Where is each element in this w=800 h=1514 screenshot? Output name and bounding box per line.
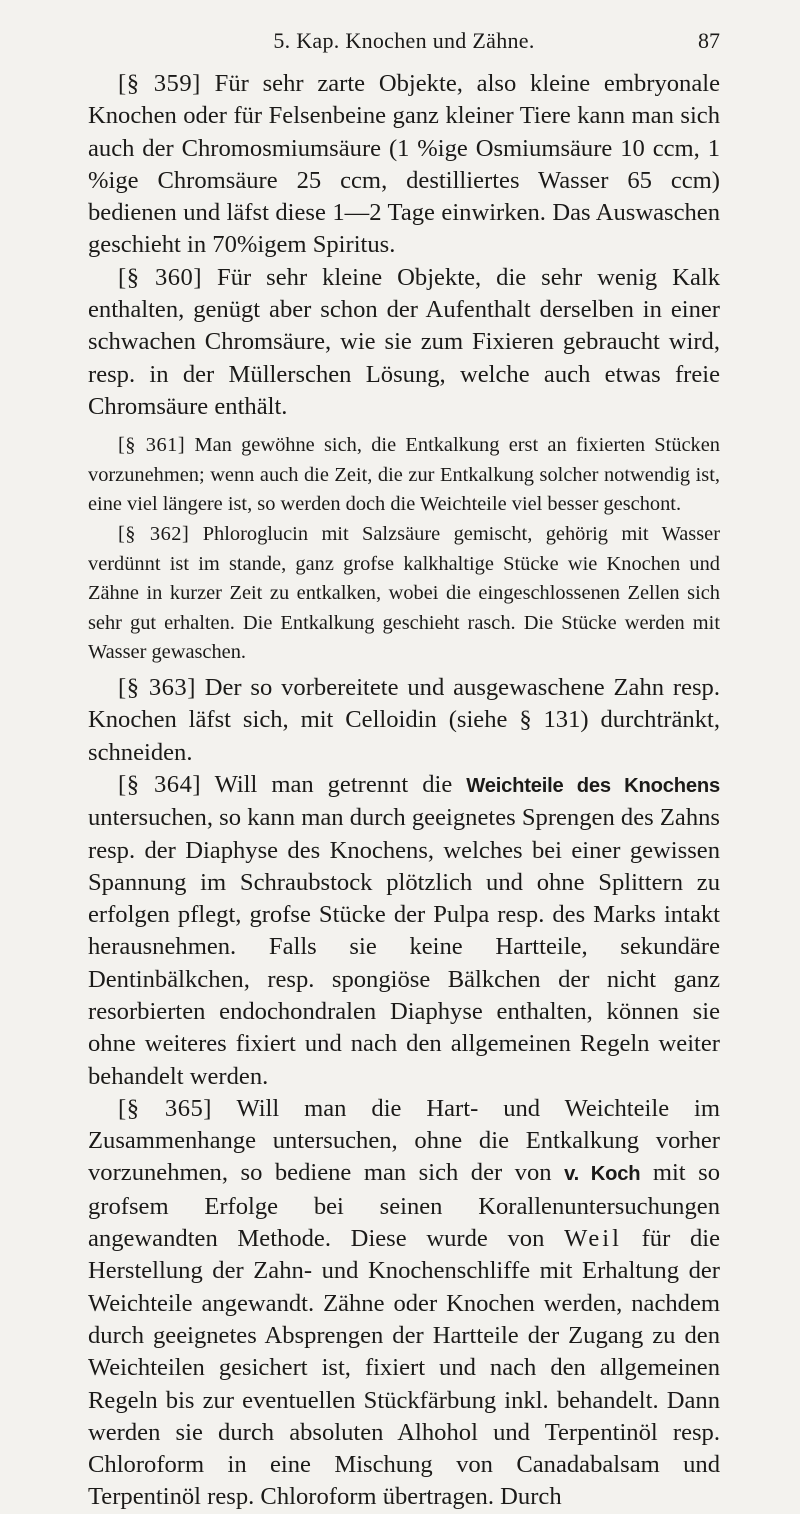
paragraph-text: Phloroglucin mit Salzsäure gemischt, gehörig mit Wasser verdünnt ist im stande, ganz grofse kalkhaltige Stücke wie Knochen und Zähne in kurzer Zeit zu entkalken, wobei die eingeschlossenen Zellen sich sehr gut erhalten. Die Entkalkung geschieht rasch. Die Stücke werden mit Wasser gewaschen. xyxy=(88,523,720,664)
section-marker: [§ 359] xyxy=(118,70,201,97)
running-head xyxy=(88,28,720,62)
emphasis-term: Weichteile des Knochens xyxy=(466,774,720,797)
paragraph-text: mit so grofsem Erfolge bei seinen Korallenuntersuchungen angewandten Methode. Diese wurde von xyxy=(88,1159,721,1253)
paragraph-text: Will man die Hart- und Weichteile im Zusammenhange untersuchen, ohne die Entkalkung vorher vorzunehmen, so bediene man sich der von xyxy=(88,1094,720,1187)
book-page xyxy=(88,28,720,1514)
paragraph-360 xyxy=(88,262,720,423)
paragraph-text: für die Herstellung der Zahn- und Knochenschliffe mit Erhaltung der Weichteile angewandt. Zähne oder Knochen werden, nachdem durch geeignetes Absprengen der Hartteile der Zugang zu den Weichteilen gesichert ist, fixiert und nach den allgemeinen Regeln bis zur eventuellen Stückfärbung inkl. behandelt. Dann werden sie durch absoluten Alhohol und Terpentinöl resp. Chloroform in eine Mischung von Canadabalsam und Terpentinöl resp. Chloroform übertragen. Durch xyxy=(88,1225,720,1511)
chapter-title: 5. Kap. Knochen und Zähne. xyxy=(273,28,535,53)
section-marker: [§ 365] xyxy=(118,1094,212,1122)
paragraph-359 xyxy=(88,68,720,262)
paragraph-text: untersuchen, so kann man durch geeignetes Sprengen des Zahns resp. der Diaphyse des Knochens, welches bei einer gewissen Spannung im Schraubstock plötzlich und ohne Splittern zu erfolgen pflegt, grofse Stücke der Pulpa resp. des Marks intakt herausnehmen. Falls sie keine Hartteile, sekundäre Dentinbälkchen, resp. spongiöse Bälkchen der nicht ganz resorbierten endochondralen Diaphyse enthalten, können sie ohne weiteres fixiert und nach den allgemeinen Regeln weiter behandelt werden. xyxy=(88,804,720,1090)
paragraph-365 xyxy=(88,1093,720,1514)
paragraph-363 xyxy=(88,672,720,769)
author-name: Weil xyxy=(564,1225,622,1253)
section-marker: [§ 364] xyxy=(118,770,202,798)
section-marker: [§ 362] xyxy=(118,523,190,546)
author-name: v. Koch xyxy=(564,1163,641,1186)
section-marker: [§ 363] xyxy=(118,674,196,702)
paragraph-362 xyxy=(88,520,720,668)
paragraph-text: Für sehr kleine Objekte, die sehr wenig Kalk enthalten, genügt aber schon der Aufenthalt derselben in einer schwachen Chromsäure, wie sie zum Fixieren gebraucht wird, resp. in der Müllerschen Lösung, welche auch etwas freie Chromsäure enthält. xyxy=(88,263,720,420)
paragraph-361 xyxy=(88,431,720,520)
paragraph-text: Man gewöhne sich, die Entkalkung erst an fixierten Stücken vorzunehmen; wenn auch die Zeit, die zur Entkalkung solcher notwendig ist, eine viel längere ist, so werden doch die Weichteile viel besser geschont. xyxy=(88,434,721,516)
section-marker: [§ 360] xyxy=(118,263,203,291)
paragraph-364 xyxy=(88,769,720,1093)
paragraph-text: Für sehr zarte Objekte, also kleine embryonale Knochen oder für Felsenbeine ganz kleiner Tiere kann man sich auch der Chromosmiumsäure (1 %ige Osmiumsäure 10 ccm, 1 %ige Chromsäure 25 ccm, destilliertes Wasser 65 ccm) bedienen und läfst diese 1—2 Tage einwirken. Das Auswaschen geschieht in 70%igem Spiritus. xyxy=(88,70,721,259)
paragraph-text: Will man getrennt die xyxy=(201,770,467,798)
section-marker: [§ 361] xyxy=(118,434,186,457)
page-number: 87 xyxy=(698,28,720,53)
paragraph-text: Der so vorbereitete und ausgewaschene Zahn resp. Knochen läfst sich, mit Celloidin (siehe § 131) durchtränkt, schneiden. xyxy=(88,674,721,766)
